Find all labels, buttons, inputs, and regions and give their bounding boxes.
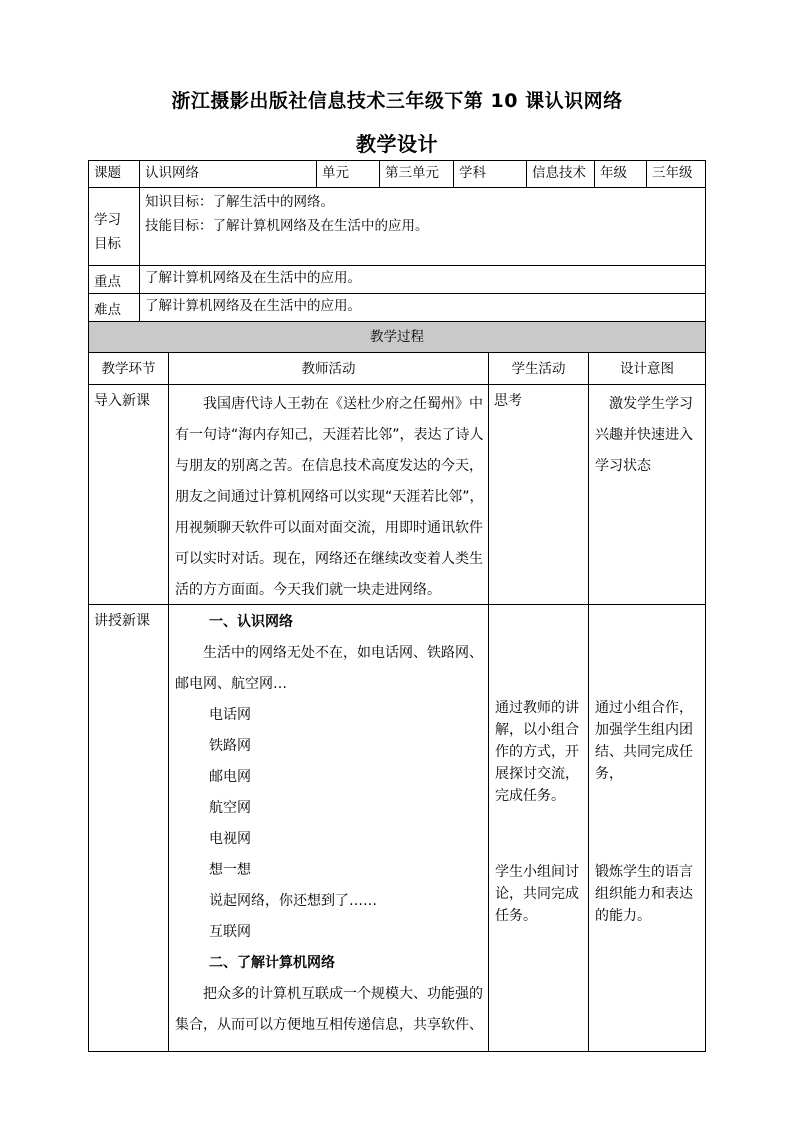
intent-2: 锻炼学生的语言组织能力和表达的能力。 [595,864,693,924]
intent-1: 通过小组合作，加强学生组内团结、共同完成任务， [595,700,693,782]
topic-label: 课题 [88,160,139,187]
skill-goal: 技能目标：了解计算机网络及在生活中的应用。 [145,218,429,234]
grade-value: 三年级 [646,160,706,187]
think-prompt: 想一想 [209,862,251,878]
intro-teacher: 我国唐代诗人王勃在《送杜少府之任蜀州》中有一句诗“海内存知己，天涯若比邻”，表达了诗人与朋友的别离之苦。在信息技术高度发达的今天，朋友之间通过计算机网络可以实现“天涯若比邻”，用视频聊天软件可以面对面交流，用即时通讯软件可以实时对话。现在，网络还在继续改变着人类生活的方方面面。今天我们就一块走进网络。 [168,384,488,604]
network-item: 铁路网 [209,738,251,754]
document-subtitle: 教学设计 [356,132,438,156]
difficulty-label: 难点 [88,293,139,321]
col-student-header: 学生活动 [488,352,588,384]
goals-label [88,187,139,265]
col-intent-header: 设计意图 [588,352,706,384]
key-point-label: 重点 [88,265,139,293]
lecture-intent [588,604,706,1052]
lecture-paragraph-1: 生活中的网络无处不在，如电话网、铁路网、邮电网、航空网… [175,645,483,692]
goals-content [139,187,706,265]
unit-value: 第三单元 [379,160,453,187]
col-teacher-header: 教师活动 [168,352,488,384]
subject-label: 学科 [453,160,526,187]
grade-label: 年级 [594,160,646,187]
student-activity-1: 通过教师的讲解，以小组合作的方式，开展探讨交流，完成任务。 [495,700,579,804]
lecture-stage: 讲授新课 [88,604,168,1052]
knowledge-goal: 知识目标：了解生活中的网络。 [145,194,334,210]
network-item: 电话网 [209,707,251,723]
document-title: 浙江摄影出版社信息技术三年级下第 10 课认识网络 [171,90,623,112]
network-item: 电视网 [209,831,251,847]
subject-value: 信息技术 [526,160,594,187]
process-header: 教学过程 [88,321,706,352]
student-activity-2: 学生小组间讨论，共同完成任务。 [495,864,579,924]
lecture-student [488,604,588,1052]
answer-text: 互联网 [209,924,251,940]
key-point-text: 了解计算机网络及在生活中的应用。 [139,265,706,293]
intro-stage: 导入新课 [88,384,168,604]
lecture-paragraph-2: 把众多的计算机互联成一个规模大、功能强的集合，从而可以方便地互相传递信息，共享软件、 [175,986,483,1033]
section-heading-1: 一、认识网络 [209,614,293,630]
unit-label: 单元 [316,160,379,187]
network-item: 邮电网 [209,769,251,785]
intro-student: 思考 [488,384,588,604]
intro-intent: 激发学生学习兴趣并快速进入学习状态 [588,384,706,604]
col-stage-header: 教学环节 [88,352,168,384]
network-item: 航空网 [209,800,251,816]
difficulty-text: 了解计算机网络及在生活中的应用。 [139,293,706,321]
section-heading-2: 二、了解计算机网络 [209,955,335,971]
goals-label-line2: 目标 [94,236,121,252]
topic-value: 认识网络 [139,160,316,187]
goals-label-line1: 学习 [94,212,121,228]
lecture-teacher [168,604,488,1052]
question-text: 说起网络，你还想到了…… [209,893,377,909]
